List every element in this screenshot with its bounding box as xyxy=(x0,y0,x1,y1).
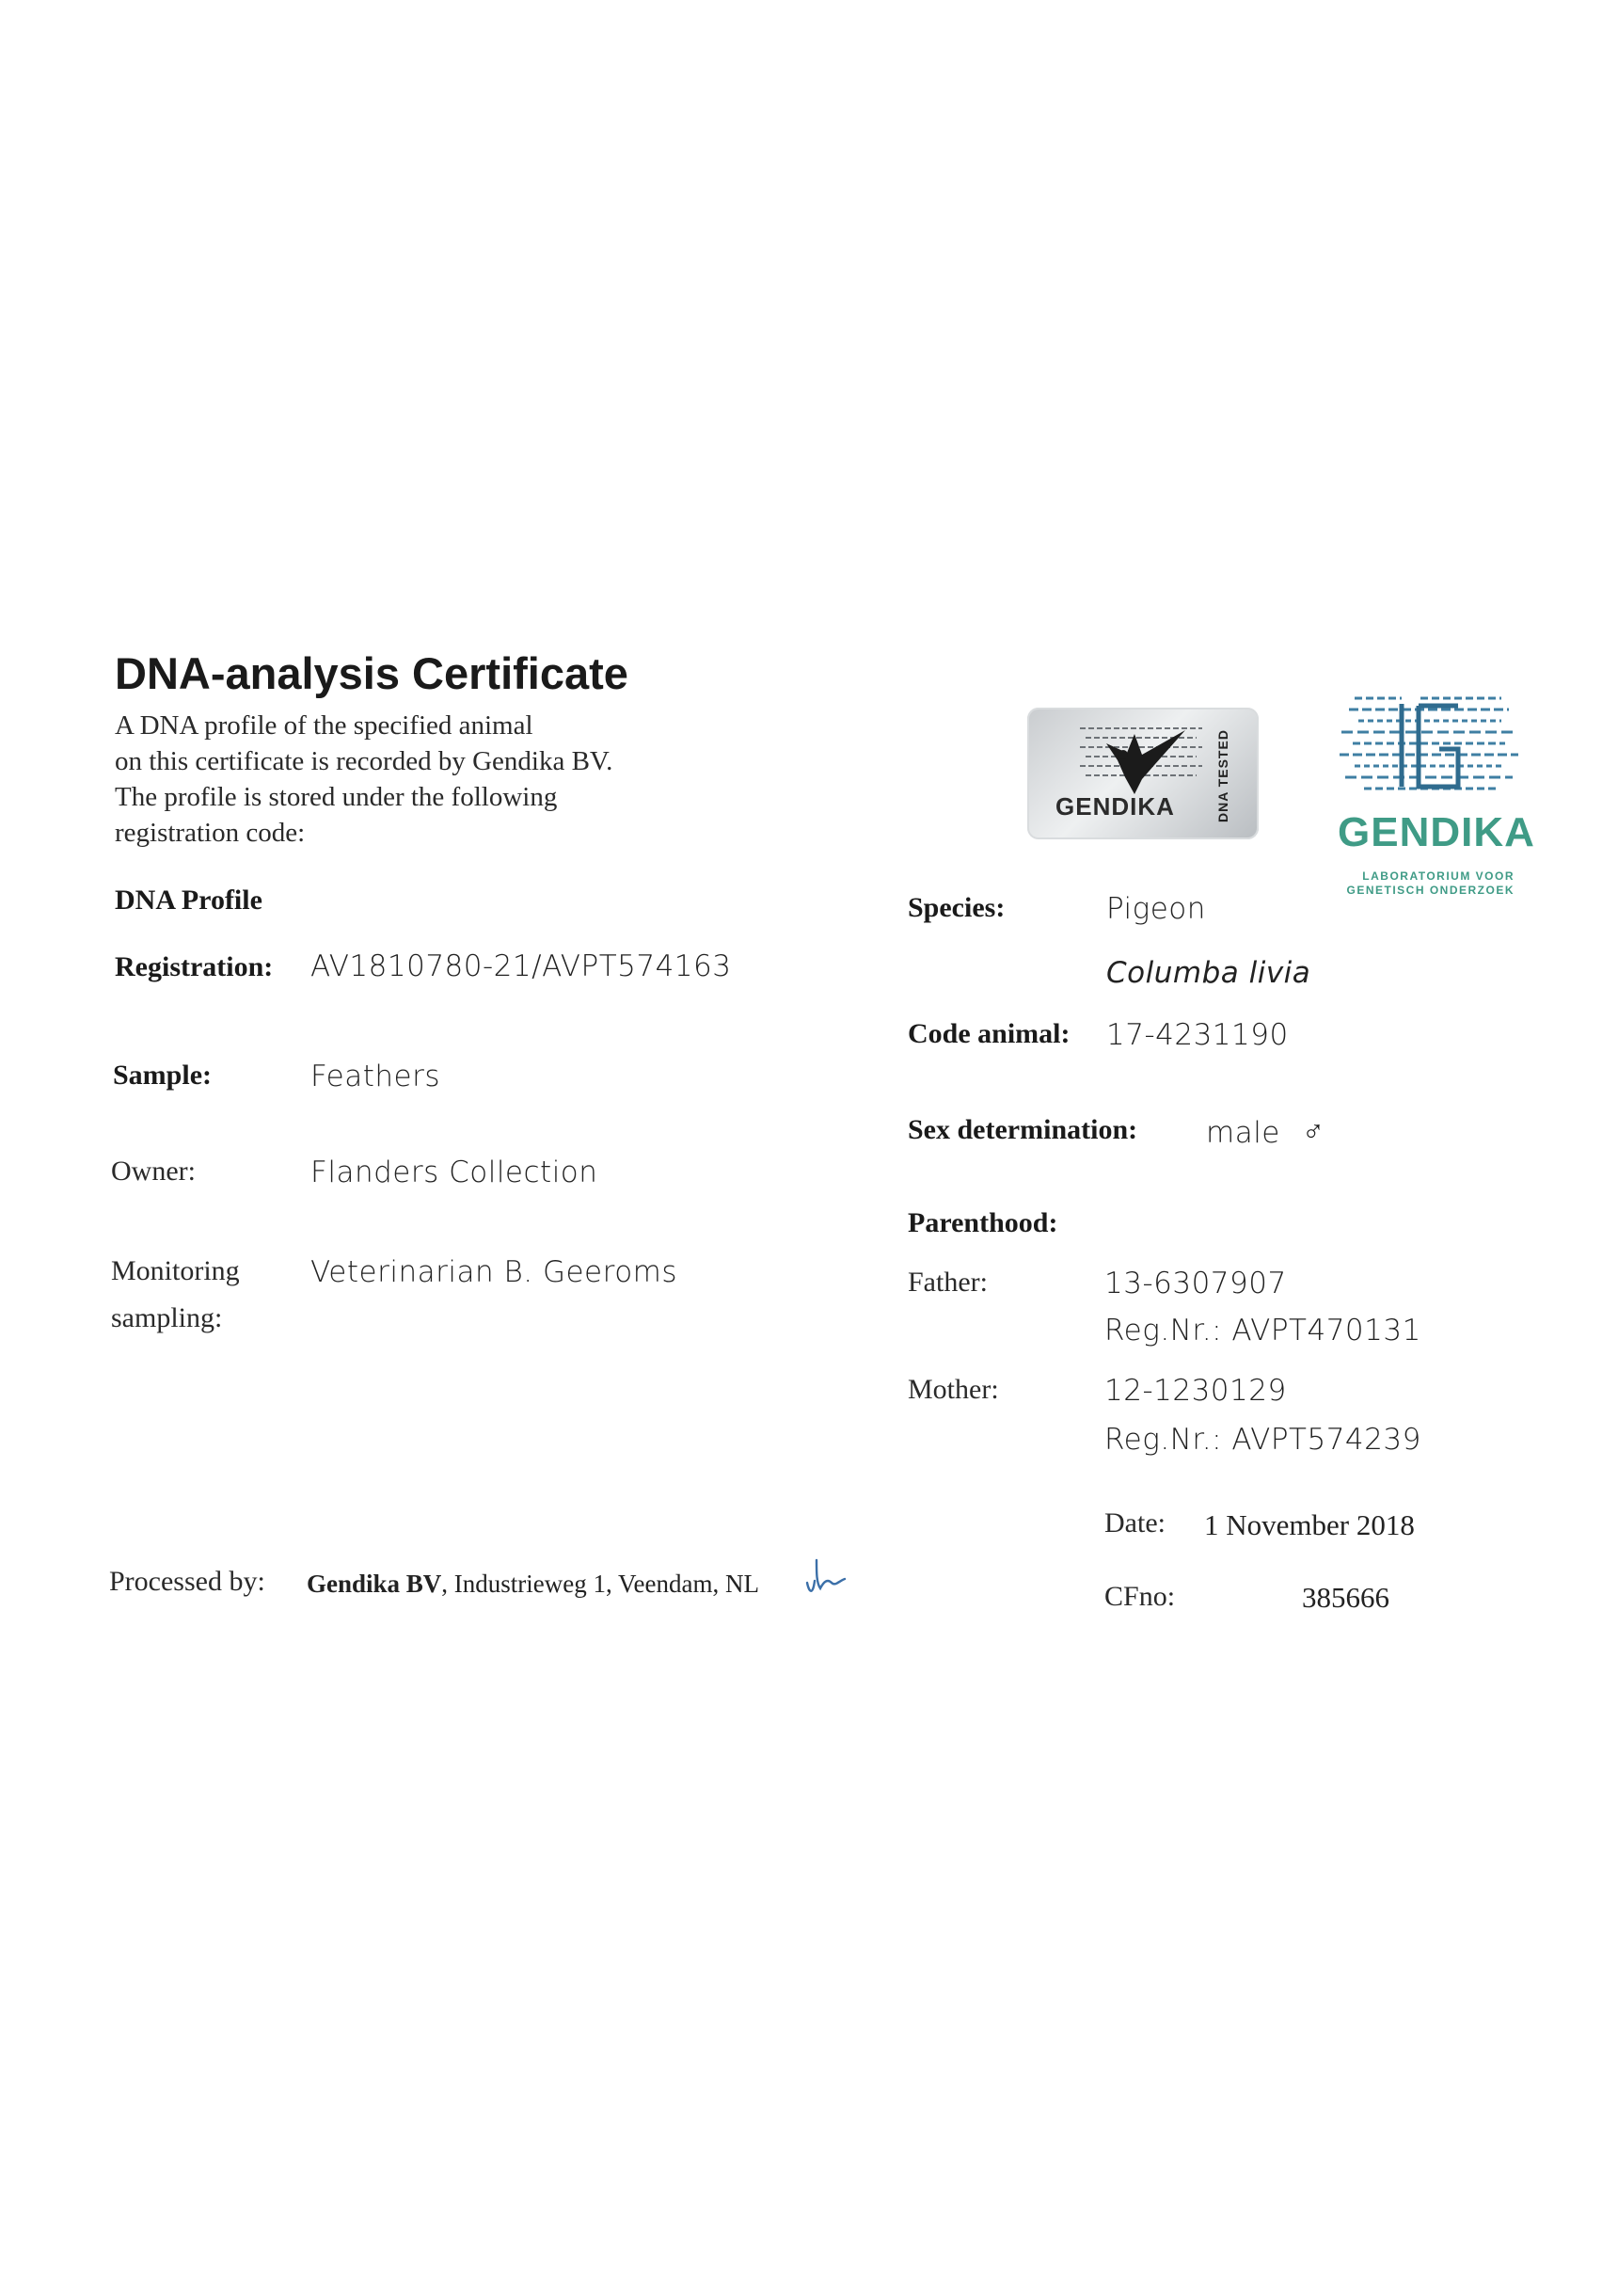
monitoring-label-line-2: sampling: xyxy=(111,1302,223,1333)
mother-reg: Reg.Nr.: AVPT574239 xyxy=(1104,1423,1421,1457)
certificate-intro xyxy=(115,708,773,851)
sex-determination-label: Sex determination: xyxy=(908,1114,1138,1145)
gendika-logo-icon xyxy=(1336,693,1520,804)
monitoring-value: Veterinarian B. Geeroms xyxy=(310,1255,678,1289)
seal-side-text: DNA TESTED xyxy=(1215,729,1230,822)
father-reg: Reg.Nr.: AVPT470131 xyxy=(1104,1314,1421,1347)
sex-value: male xyxy=(1206,1116,1280,1150)
processed-by-value xyxy=(307,1570,759,1599)
monitoring-label-line-1: Monitoring xyxy=(111,1255,240,1286)
owner-value: Flanders Collection xyxy=(310,1156,598,1189)
cfno-label: CFno: xyxy=(1104,1581,1176,1612)
pigeon-icon xyxy=(1080,721,1202,796)
intro-line-2: on this certificate is recorded by Gendika BV. xyxy=(115,746,613,776)
dna-tested-seal xyxy=(1027,708,1259,839)
date-value: 1 November 2018 xyxy=(1204,1508,1415,1541)
mother-label: Mother: xyxy=(908,1374,999,1405)
logo-name: GENDIKA xyxy=(1338,809,1535,855)
intro-line-3: The profile is stored under the following xyxy=(115,782,558,812)
intro-line-4: registration code: xyxy=(115,818,306,848)
processed-company: Gendika BV xyxy=(307,1570,442,1598)
species-label: Species: xyxy=(908,892,1006,923)
cfno-value: 385666 xyxy=(1302,1581,1389,1614)
parenthood-heading: Parenthood: xyxy=(908,1207,1058,1238)
mother-code: 12-1230129 xyxy=(1104,1374,1287,1408)
code-animal-value: 17-4231190 xyxy=(1106,1018,1289,1052)
father-label: Father: xyxy=(908,1267,988,1298)
intro-line-1: A DNA profile of the specified animal xyxy=(115,710,533,741)
certificate-title: DNA-analysis Certificate xyxy=(115,648,628,698)
dna-profile-heading: DNA Profile xyxy=(115,885,262,916)
logo-subtitle xyxy=(1338,869,1515,898)
date-label: Date: xyxy=(1104,1507,1166,1539)
male-symbol-icon: ♂ xyxy=(1302,1114,1325,1148)
species-latin: Columba livia xyxy=(1106,956,1311,990)
registration-label: Registration: xyxy=(115,951,274,982)
seal-name: GENDIKA xyxy=(1055,792,1175,821)
owner-label: Owner: xyxy=(111,1156,196,1187)
logo-subtitle-line-1: LABORATORIUM VOOR xyxy=(1362,869,1515,883)
sample-value: Feathers xyxy=(310,1060,440,1093)
signature-mark xyxy=(803,1555,850,1600)
sample-label: Sample: xyxy=(113,1060,212,1091)
registration-value: AV1810780-21/AVPT574163 xyxy=(310,949,732,983)
species-value: Pigeon xyxy=(1106,892,1206,926)
code-animal-label: Code animal: xyxy=(908,1018,1071,1049)
processed-by-label: Processed by: xyxy=(109,1566,265,1597)
logo-subtitle-line-2: GENETISCH ONDERZOEK xyxy=(1346,884,1515,897)
father-code: 13-6307907 xyxy=(1104,1267,1287,1300)
processed-address: , Industrieweg 1, Veendam, NL xyxy=(441,1570,759,1598)
